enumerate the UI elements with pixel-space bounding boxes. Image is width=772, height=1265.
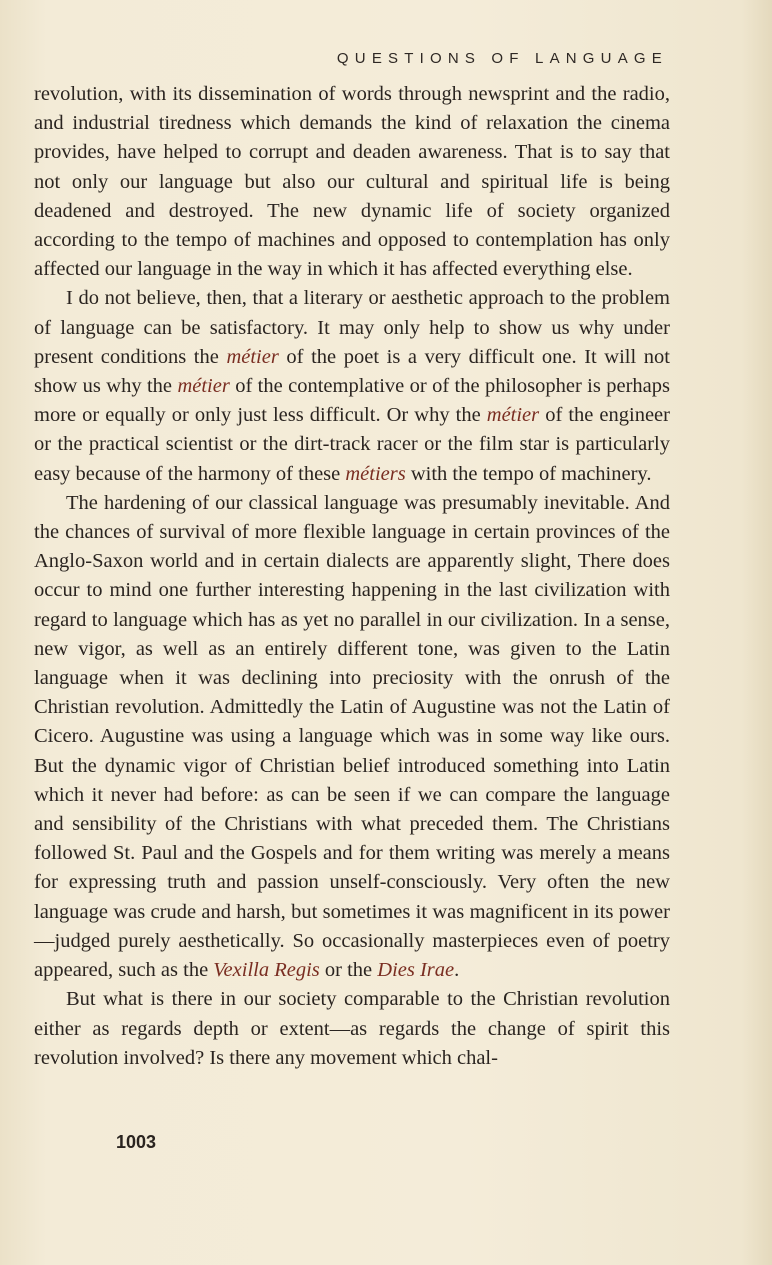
italic-metier-3: métier [486, 404, 540, 427]
page-number: 1003 [116, 1132, 157, 1152]
italic-metier-1: métier [226, 345, 279, 368]
paragraph-2-part-1: I do not believe, then, that a literary or aesthetic approach to the problem of language can be satisfactory. It may only help to show us why under present conditions the [34, 287, 670, 368]
paragraph-2-part-5: with the tempo of machinery. [405, 462, 652, 485]
body-text [34, 80, 670, 1073]
paragraph-1: revolution, with its dissemination of words through newsprint and the radio, and industrial tiredness which demands the kind of relaxation the cinema provides, have helped to corrupt and deaden awareness. That is to say that not only our language but also our cultural and spiritual life is being deadened and destroyed. The new dynamic life of society organized according to the tempo of machines and opposed to contemplation has only affected our language in the way in which it has affected everything else. [34, 83, 670, 281]
paragraph-3-part-1: The hardening of our classical language was presumably inevitable. And the chances of survival of more flexible language in certain provinces of the Anglo-Saxon world and in certain dialects are apparently slight, There does occur to mind one further interesting happening in the last civilization with regard to language which has as yet no parallel in our civilization. In a sense, new vigor, as well as an entirely different tone, was given to the Latin language when it was declining into preciosity with the onrush of the Christian revolution. Admittedly the Latin of Augustine was not the Latin of Cicero. Augustine was using a language which was in some way like ours. But the dynamic vigor of Christian belief introduced something into Latin which it never had before: as can be seen if we can compare the language and sensibility of the Christians with what preceded them. The Christians followed St. Paul and the Gospels and for them writing was merely a means for expressing truth and passion unself-consciously. Very often the new language was crude and harsh, but sometimes it was magnificent in its power—judged purely aesthetically. So occasionally masterpieces even of poetry appeared, such as the [34, 491, 670, 982]
italic-dies-irae: Dies Irae [377, 959, 455, 982]
paragraph-2 [34, 284, 670, 488]
paragraph-2-part-3: of the contemplative or of the philosopher is perhaps more or equally or only just less difficult. Or why the [34, 375, 671, 427]
paragraph-2-part-4: of the engineer or the practical scientist or the dirt-track racer or the film star is particularly easy because of the harmony of these [34, 404, 670, 485]
running-head: QUESTIONS OF LANGUAGE [336, 50, 668, 67]
paragraph-2-part-2: of the poet is a very difficult one. It will not show us why the [34, 345, 670, 398]
italic-vexilla-regis: Vexilla Regis [213, 959, 320, 982]
paragraph-3-part-3: . [454, 959, 460, 982]
paragraph-4: But what is there in our society comparable to the Christian revolution either as regards depth or extent—as regards the change of spirit this revolution involved? Is there any movement which chal- [34, 988, 670, 1069]
italic-metiers: métiers [345, 462, 406, 485]
italic-metier-2: métier [177, 375, 230, 398]
paragraph-3-part-2: or the [319, 959, 378, 982]
paragraph-3 [34, 489, 670, 985]
